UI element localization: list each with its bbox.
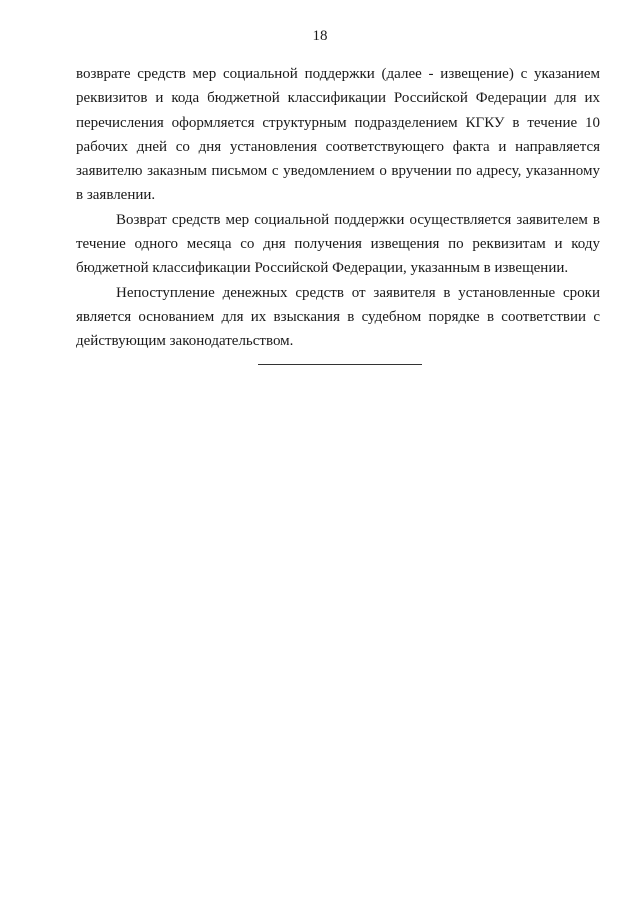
paragraph-continuation: возврате средств мер социальной поддержки (далее - извещение) с указанием реквизитов и кода бюджетной классификации Российской Федерации для их перечисления оформляется структурным подразделением КГКУ в течение 10 рабочих дней со дня установления соответствующего факта и направляется заявителю заказным письмом с уведомлением о вручении по адресу, указанному в заявлении.: [76, 66, 600, 204]
page-number: 18: [312, 28, 328, 44]
paragraph-non-receipt: Непоступление денежных средств от заявителя в установленные сроки является основанием для их взыскания в судебном порядке в соответствии с действующим законодательством.: [76, 284, 600, 350]
end-of-text-divider: [258, 364, 422, 365]
paragraph-return-of-funds: Возврат средств мер социальной поддержки осуществляется заявителем в течение одного месяца со дня получения извещения по реквизитам и коду бюджетной классификации Российской Федерации, указанным в извещении.: [76, 211, 600, 277]
document-body: [76, 62, 600, 354]
